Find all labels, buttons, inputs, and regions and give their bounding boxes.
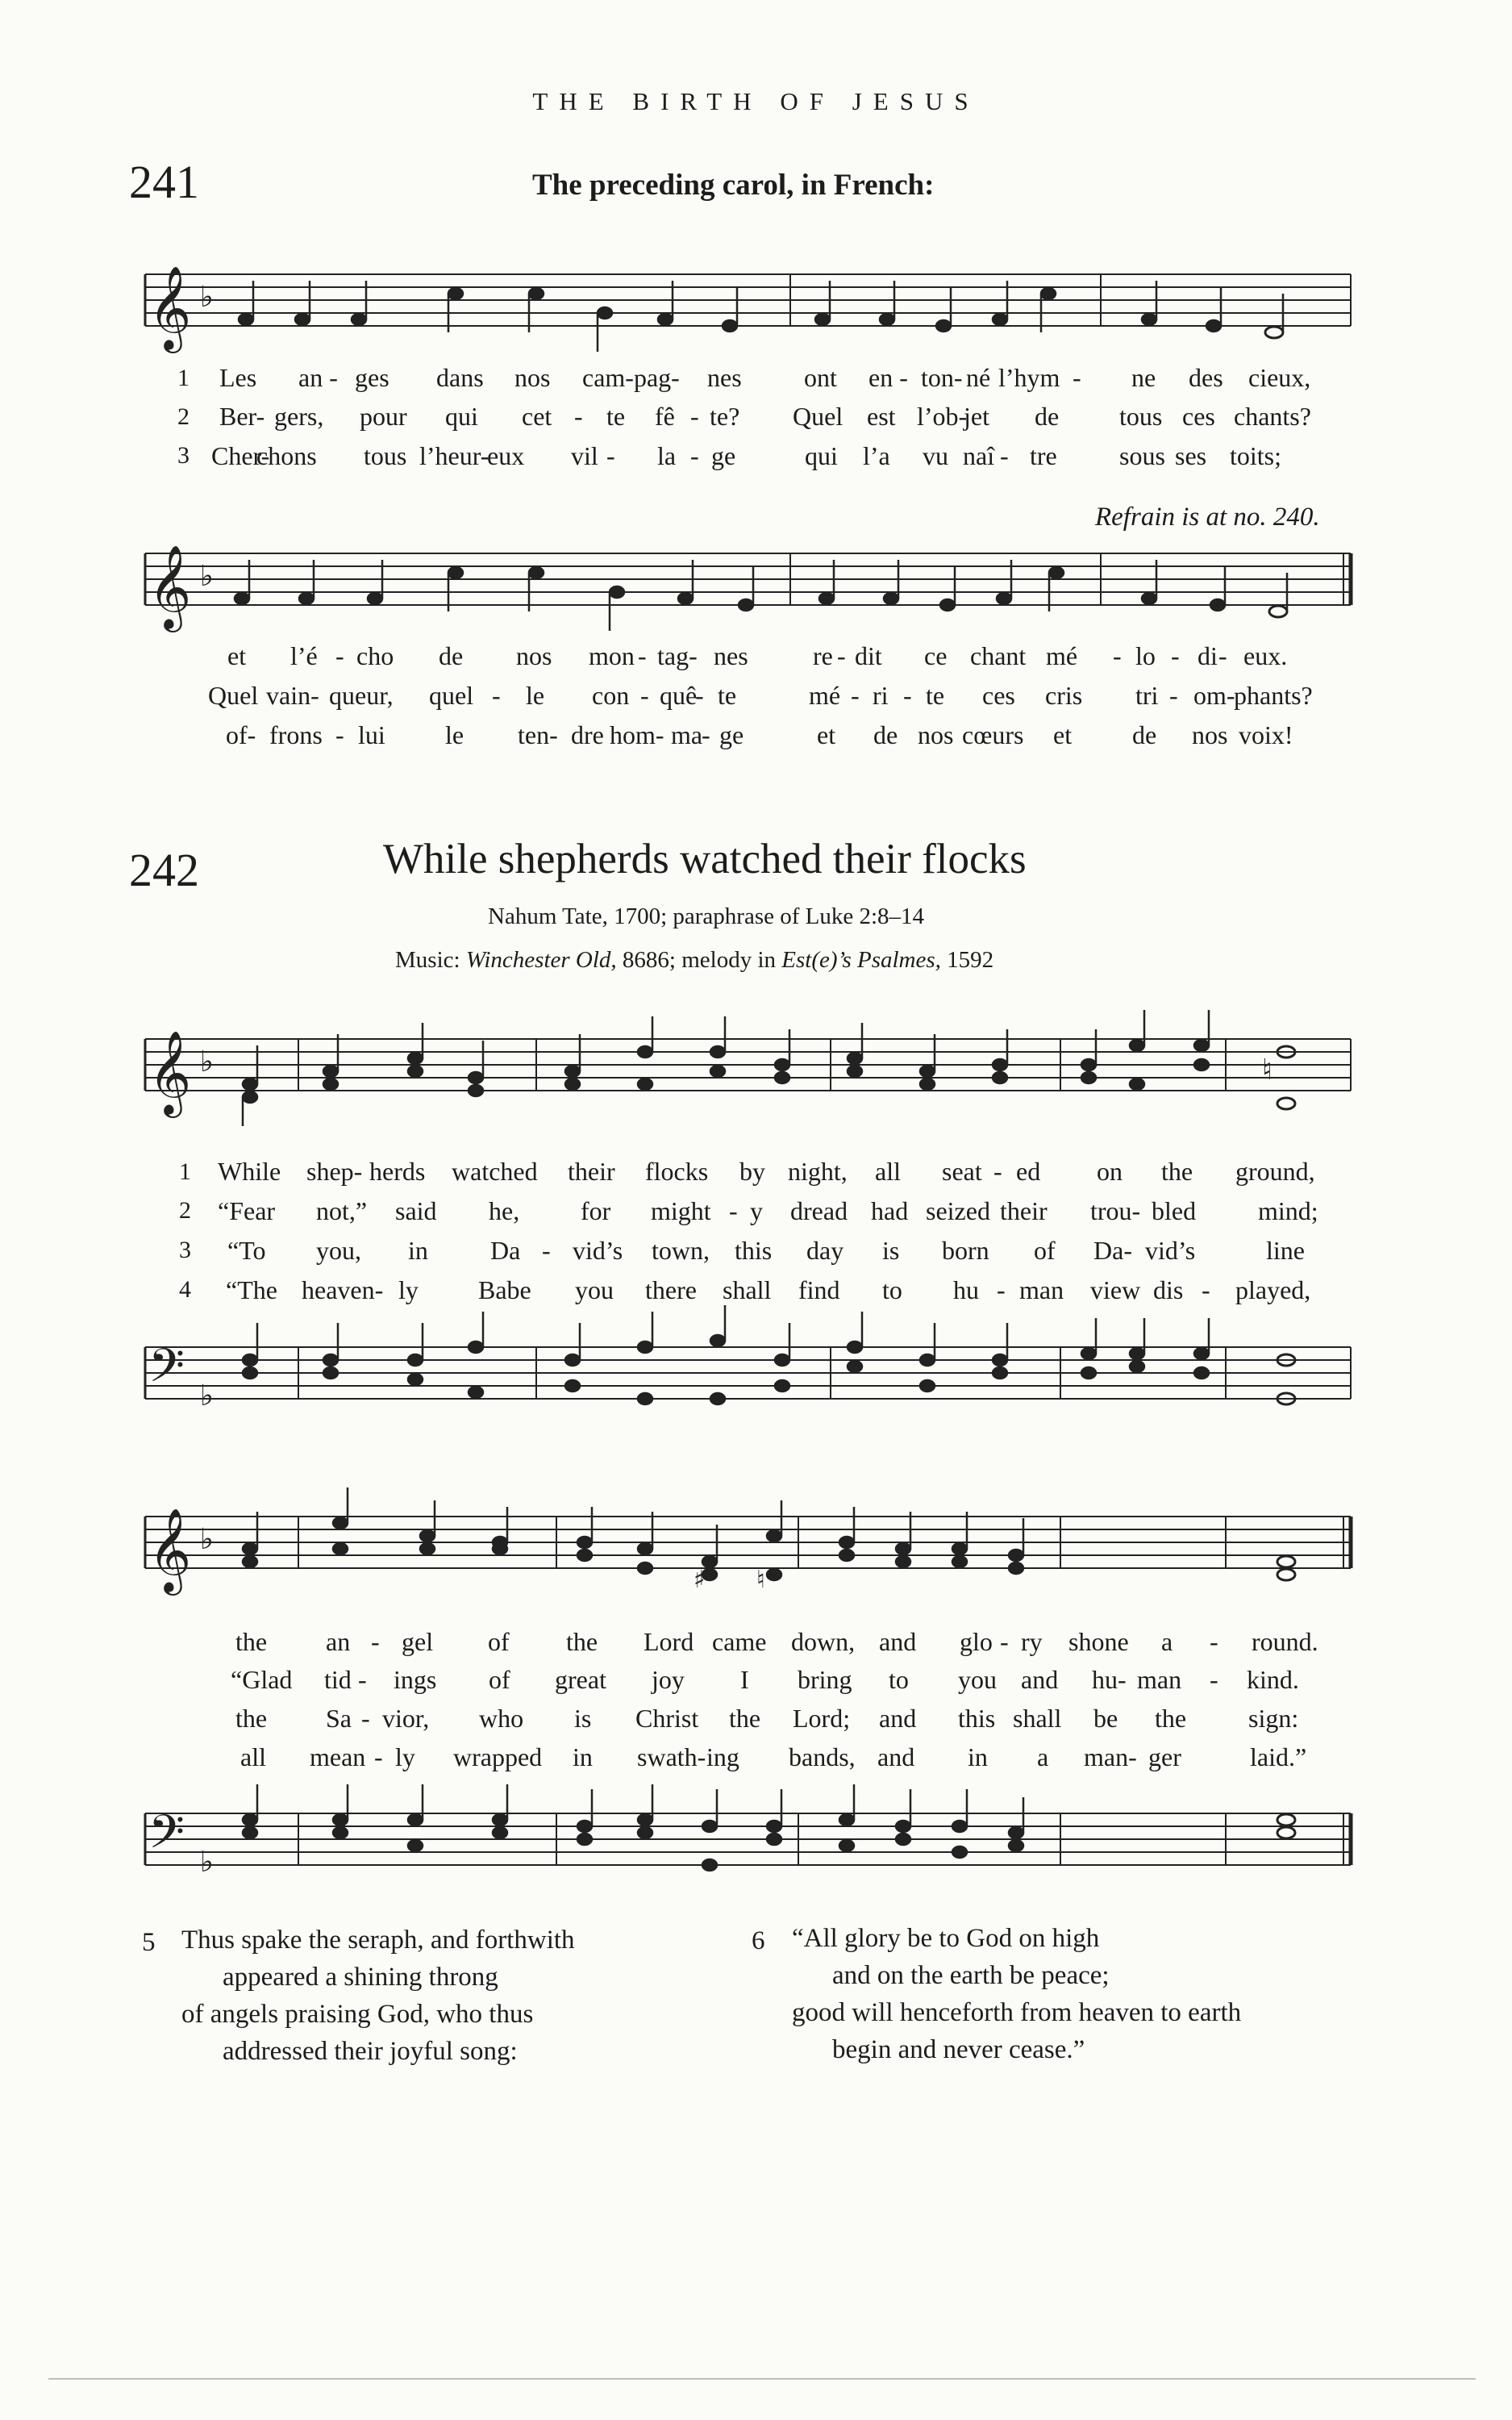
lyric-syllable: - <box>690 402 699 431</box>
lyric-syllable: vil <box>571 441 598 470</box>
lyric-syllable: flocks <box>645 1157 709 1186</box>
lyric-syllable: - <box>361 1704 370 1733</box>
lyric-syllable: eux <box>487 441 525 470</box>
lyric-syllable: le <box>445 720 464 749</box>
lyric-syllable: lo <box>1135 641 1156 670</box>
lyric-syllable: la <box>657 441 677 470</box>
lyric-syllable: ne <box>1131 363 1156 392</box>
lyric-syllable: I <box>740 1665 749 1694</box>
lyric-syllable: had <box>871 1196 909 1225</box>
lyric-syllable: et <box>817 720 836 749</box>
lyric-syllable: te <box>606 402 626 431</box>
lyric-syllable: mon <box>589 641 635 670</box>
lyric-syllable: an - <box>298 363 338 392</box>
lyric-syllable: hu- <box>1092 1665 1127 1694</box>
staff-241-line1 <box>129 258 1355 371</box>
lyric-syllable: ten- <box>518 720 558 749</box>
lyric-syllable: - <box>542 1236 551 1265</box>
lyric-syllable: - <box>1210 1665 1218 1694</box>
verse-number: 3 <box>177 442 190 469</box>
verse-line: appeared a shining throng <box>223 1963 498 1992</box>
lyric-syllable: town, <box>652 1236 710 1265</box>
lyric-syllable: on <box>1097 1157 1123 1186</box>
verse-number: 5 <box>142 1928 156 1957</box>
lyric-syllable: sign: <box>1248 1704 1299 1733</box>
lyric-syllable: and <box>879 1627 917 1656</box>
lyric-syllable: cet <box>522 402 552 431</box>
tune-name: Winchester Old, <box>465 947 617 973</box>
lyric-syllable: frons <box>269 720 323 749</box>
lyric-syllable: night, <box>788 1157 848 1186</box>
lyric-syllable: eux. <box>1243 641 1288 670</box>
lyric-syllable: ger <box>1148 1742 1181 1771</box>
verse-line: “All glory be to God on high <box>792 1924 1100 1953</box>
staff-241-line2 <box>129 537 1355 650</box>
lyric-syllable: et <box>1053 720 1073 749</box>
lyric-syllable: he, <box>489 1196 520 1225</box>
lyric-syllable: there <box>645 1275 697 1304</box>
verse-line: addressed their joyful song: <box>223 2037 518 2066</box>
lyric-syllable: “Fear <box>218 1196 276 1225</box>
lyric-syllable: seat <box>942 1157 982 1186</box>
svg-text:♭: ♭ <box>200 1523 214 1556</box>
lyric-syllable: heaven- <box>302 1275 384 1304</box>
lyric-syllable: ly <box>398 1275 419 1304</box>
lyric-syllable: Les <box>219 363 257 392</box>
lyric-syllable: dread <box>790 1196 848 1225</box>
lyric-syllable: l’a <box>863 441 890 470</box>
lyric-syllable: qui <box>805 441 838 470</box>
lyric-syllable: of <box>488 1627 510 1656</box>
lyric-syllable: dans <box>436 363 484 392</box>
lyric-syllable: - <box>1000 1627 1009 1656</box>
lyric-syllable: dis <box>1153 1275 1184 1304</box>
lyric-syllable: might <box>651 1196 711 1225</box>
lyric-syllable: all <box>240 1742 266 1771</box>
meter: 8686; melody in <box>622 947 777 973</box>
lyric-syllable: came <box>712 1627 767 1656</box>
lyric-syllable: - <box>1000 441 1009 470</box>
lyric-syllable: l’hym <box>998 363 1060 392</box>
lyric-syllable: ings <box>394 1665 437 1694</box>
lyric-syllable: of- <box>226 720 256 749</box>
lyric-syllable: di <box>1198 641 1218 670</box>
lyric-syllable: mé <box>1046 641 1078 670</box>
lyric-syllable: de <box>1132 720 1157 749</box>
lyric-syllable: quel <box>429 681 474 710</box>
lyric-syllable: - <box>606 441 615 470</box>
lyric-syllable: who <box>479 1704 524 1733</box>
lyric-syllable: te? <box>710 402 740 431</box>
lyric-syllable: Lord <box>644 1627 694 1656</box>
lyric-syllable: chants? <box>1234 402 1311 431</box>
lyric-syllable: in <box>968 1742 988 1771</box>
lyric-syllable: - <box>1113 641 1122 670</box>
verse-number: 1 <box>179 1158 191 1185</box>
lyric-syllable: man- <box>1084 1742 1137 1771</box>
lyric-syllable: shone <box>1068 1627 1129 1656</box>
lyric-syllable: Sa <box>326 1704 352 1733</box>
lyric-syllable: in <box>408 1236 428 1265</box>
lyric-syllable: te <box>926 681 945 710</box>
lyric-syllable: Da- <box>1093 1236 1132 1265</box>
verse-line: good will henceforth from heaven to earth <box>792 1998 1242 2027</box>
lyric-syllable: swath- <box>637 1742 706 1771</box>
lyric-syllable: joy <box>652 1665 685 1694</box>
lyric-syllable: nes <box>707 363 742 392</box>
lyric-syllable: find <box>798 1275 840 1304</box>
lyric-syllable: nos <box>1192 720 1228 749</box>
lyric-syllable: - <box>993 1157 1002 1186</box>
lyric-syllable: of <box>1034 1236 1056 1265</box>
staff-242-line2-bass <box>129 1797 1355 1910</box>
lyric-syllable: seized <box>926 1196 990 1225</box>
lyric-syllable: bands, <box>789 1742 856 1771</box>
lyric-syllable: tid <box>324 1665 352 1694</box>
lyric-syllable: down, <box>791 1627 856 1656</box>
lyric-syllable: line <box>1266 1236 1305 1265</box>
source-year: 1592 <box>947 947 994 973</box>
svg-text:𝄞: 𝄞 <box>148 1030 192 1115</box>
lyric-syllable: fê <box>655 402 675 431</box>
lyric-syllable: ges <box>355 363 389 392</box>
lyric-syllable: Quel <box>208 681 259 710</box>
staff-242-line2-treble <box>129 1500 1355 1613</box>
lyric-syllable: quê <box>660 681 698 710</box>
lyric-syllable: ge <box>711 441 736 470</box>
lyric-syllable: - <box>997 1275 1006 1304</box>
lyric-syllable: - <box>1218 641 1227 670</box>
lyric-syllable: - <box>690 441 699 470</box>
lyric-syllable: ma <box>671 720 703 749</box>
text-credit: Nahum Tate, 1700; paraphrase of Luke 2:8–14 <box>488 903 925 929</box>
lyric-syllable: jet <box>964 402 989 431</box>
lyric-syllable: to <box>882 1275 902 1304</box>
lyric-syllable: to <box>889 1665 909 1694</box>
lyric-syllable: said <box>395 1196 437 1225</box>
lyric-syllable: ry <box>1021 1627 1043 1656</box>
lyric-syllable: ce <box>924 641 948 670</box>
lyric-syllable: l’é <box>290 641 318 670</box>
lyric-syllable: shall <box>1013 1704 1062 1733</box>
lyric-syllable: - <box>574 402 583 431</box>
hymn-number-241: 241 <box>129 156 199 208</box>
lyric-syllable: - <box>638 641 647 670</box>
verse-number: 3 <box>179 1237 191 1263</box>
lyric-syllable: cris <box>1045 681 1083 710</box>
lyric-syllable: - <box>1073 363 1081 392</box>
hymn-title: While shepherds watched their flocks <box>383 836 1027 882</box>
svg-text:♭: ♭ <box>200 560 214 593</box>
svg-text:♭: ♭ <box>200 281 214 314</box>
lyric-syllable: ly <box>395 1742 415 1771</box>
lyric-syllable: you <box>575 1275 614 1304</box>
lyric-syllable: While <box>218 1157 281 1186</box>
svg-text:𝄢: 𝄢 <box>148 1805 185 1871</box>
lyric-syllable: Cher- <box>211 441 270 470</box>
lyric-syllable: mean <box>310 1742 366 1771</box>
lyric-syllable: tous <box>364 441 407 470</box>
lyric-syllable: shep- <box>306 1157 363 1186</box>
lyric-syllable: “The <box>226 1275 277 1304</box>
lyric-syllable: wrapped <box>453 1742 543 1771</box>
lyric-syllable: en - <box>868 363 908 392</box>
lyric-syllable: - <box>640 681 649 710</box>
lyric-syllable: né <box>966 363 991 392</box>
lyric-syllable: ing <box>706 1742 739 1771</box>
lyric-syllable: ri <box>873 681 889 710</box>
lyric-syllable: all <box>875 1157 901 1186</box>
lyric-syllable: cœurs <box>962 720 1024 749</box>
lyric-syllable: mé <box>809 681 841 710</box>
lyric-syllable: in <box>573 1742 593 1771</box>
lyric-syllable: glo <box>960 1627 993 1656</box>
lyric-syllable: chons <box>256 441 317 470</box>
lyric-syllable: the <box>729 1704 761 1733</box>
lyric-syllable: view <box>1090 1275 1141 1304</box>
lyric-syllable: voix! <box>1239 720 1293 749</box>
lyric-syllable: nos <box>516 641 552 670</box>
svg-text:♯: ♯ <box>694 1566 706 1594</box>
lyric-syllable: mind; <box>1258 1196 1318 1225</box>
lyric-syllable: - <box>1169 681 1178 710</box>
lyric-syllable: by <box>739 1157 765 1186</box>
lyric-syllable: “To <box>227 1236 266 1265</box>
lyric-syllable: phants? <box>1234 681 1313 710</box>
lyric-syllable: man <box>1019 1275 1064 1304</box>
staff-242-line1-treble <box>129 1023 1355 1136</box>
lyric-syllable: shall <box>723 1275 772 1304</box>
lyric-syllable: - <box>1202 1275 1210 1304</box>
lyric-syllable: the <box>235 1627 268 1656</box>
verse-number: 4 <box>179 1276 191 1303</box>
lyric-syllable: the <box>1155 1704 1187 1733</box>
lyric-syllable: the <box>1161 1157 1193 1186</box>
lyric-syllable: trou- <box>1090 1196 1141 1225</box>
lyric-syllable: ground, <box>1235 1157 1315 1186</box>
lyric-syllable: con <box>592 681 630 710</box>
lyric-syllable: de <box>439 641 464 670</box>
lyric-syllable: Lord; <box>793 1704 851 1733</box>
lyric-syllable: - <box>851 681 860 710</box>
lyric-syllable: ont <box>804 363 837 392</box>
lyric-syllable: ses <box>1175 441 1207 470</box>
lyric-syllable: tous <box>1119 402 1163 431</box>
lyric-syllable: Ber- <box>219 402 265 431</box>
lyric-syllable: man <box>1137 1665 1182 1694</box>
hymn-number-242: 242 <box>129 844 199 896</box>
lyric-syllable: you, <box>316 1236 361 1265</box>
lyric-syllable: lui <box>358 720 385 749</box>
lyric-syllable: nes <box>714 641 748 670</box>
lyric-syllable: y <box>750 1196 763 1225</box>
lyric-syllable: Christ <box>635 1704 699 1733</box>
verse-line: and on the earth be peace; <box>832 1961 1110 1990</box>
svg-text:♭: ♭ <box>200 1846 214 1879</box>
refrain-note: Refrain is at no. 240. <box>1095 503 1320 532</box>
lyric-syllable: des <box>1189 363 1223 392</box>
lyric-syllable: ces <box>982 681 1015 710</box>
lyric-syllable: played, <box>1235 1275 1311 1304</box>
lyric-syllable: Babe <box>478 1275 531 1304</box>
lyric-syllable: dit <box>855 641 882 670</box>
verse-number: 1 <box>177 365 190 391</box>
verse-number: 2 <box>177 403 190 430</box>
lyric-syllable: and <box>879 1704 917 1733</box>
svg-text:♭: ♭ <box>200 1045 214 1079</box>
lyric-syllable: dre <box>571 720 604 749</box>
lyric-syllable: cam-pag- <box>582 363 680 392</box>
verse-number: 6 <box>752 1926 765 1955</box>
page-bottom-rule <box>48 2378 1476 2380</box>
svg-text:𝄢: 𝄢 <box>148 1338 185 1404</box>
svg-text:𝄞: 𝄞 <box>148 544 192 629</box>
lyric-syllable: not,” <box>316 1196 368 1225</box>
lyric-syllable: de <box>1035 402 1060 431</box>
lyric-syllable: round. <box>1252 1627 1318 1656</box>
lyric-syllable: bring <box>798 1665 852 1694</box>
lyric-syllable: ton- <box>921 363 963 392</box>
lyric-syllable: ed <box>1016 1157 1041 1186</box>
lyric-syllable: Da <box>490 1236 521 1265</box>
lyric-syllable: “Glad <box>231 1665 293 1694</box>
lyric-syllable: hu <box>953 1275 979 1304</box>
lyric-syllable: is <box>882 1236 900 1265</box>
lyric-syllable: - <box>695 681 704 710</box>
lyric-syllable: tre <box>1030 441 1057 470</box>
lyric-syllable: cieux, <box>1248 363 1311 392</box>
lyric-syllable: the <box>566 1627 598 1656</box>
lyric-syllable: the <box>235 1704 268 1733</box>
source-title: Est(e)’s Psalmes, <box>781 947 941 973</box>
svg-text:♮: ♮ <box>756 1566 765 1594</box>
lyric-syllable: vid’s <box>573 1236 623 1265</box>
svg-text:♭: ♭ <box>200 1379 214 1412</box>
svg-text:♮: ♮ <box>1262 1054 1272 1087</box>
lyric-syllable: nos <box>918 720 954 749</box>
lyric-syllable: an <box>326 1627 351 1656</box>
lyric-syllable: vid’s <box>1145 1236 1196 1265</box>
lyric-syllable: ces <box>1182 402 1215 431</box>
lyric-syllable: day <box>806 1236 844 1265</box>
lyric-syllable: le <box>526 681 545 710</box>
lyric-syllable: laid.” <box>1250 1742 1307 1771</box>
lyric-syllable: hom- <box>610 720 664 749</box>
lyric-syllable: queur, <box>329 681 394 710</box>
lyric-syllable: this <box>958 1704 996 1733</box>
lyric-syllable: - <box>492 681 501 710</box>
lyric-syllable: tag- <box>657 641 698 670</box>
lyric-syllable: Quel <box>793 402 843 431</box>
lyric-syllable: - <box>837 641 846 670</box>
lyric-syllable: vain- <box>266 681 319 710</box>
lyric-syllable: their <box>1000 1196 1048 1225</box>
lyric-syllable: sous <box>1119 441 1165 470</box>
lyric-syllable: their <box>568 1157 615 1186</box>
lyric-syllable: cho <box>356 641 394 670</box>
lyric-syllable: - <box>729 1196 738 1225</box>
lyric-syllable: ge <box>719 720 744 749</box>
lyric-syllable: and <box>877 1742 915 1771</box>
lyric-syllable: this <box>735 1236 773 1265</box>
lyric-syllable: a <box>1161 1627 1173 1656</box>
lyric-syllable: est <box>867 402 896 431</box>
lyric-syllable: - <box>1171 641 1180 670</box>
lyric-syllable: be <box>1093 1704 1118 1733</box>
lyric-syllable: - <box>335 641 344 670</box>
lyric-syllable: - <box>335 720 344 749</box>
running-header: THE BIRTH OF JESUS <box>532 87 980 115</box>
lyric-syllable: qui <box>445 402 478 431</box>
lyric-syllable: - <box>903 681 912 710</box>
lyric-syllable: et <box>227 641 247 670</box>
lyric-syllable: - <box>702 720 710 749</box>
verse-number: 2 <box>179 1197 191 1224</box>
lyric-syllable: nos <box>514 363 551 392</box>
lyric-syllable: - <box>1210 1627 1218 1656</box>
hymn-241-subtitle: The preceding carol, in French: <box>532 169 935 202</box>
staff-242-line1-bass <box>129 1331 1355 1444</box>
lyric-syllable: vu <box>923 441 948 470</box>
lyric-syllable: herds <box>369 1157 426 1186</box>
lyric-syllable: of <box>489 1665 510 1694</box>
lyric-syllable: a <box>1037 1742 1049 1771</box>
lyric-syllable: naî <box>963 441 995 470</box>
lyric-syllable: for <box>581 1196 611 1225</box>
lyric-syllable: - <box>374 1742 383 1771</box>
lyric-syllable: you <box>958 1665 997 1694</box>
lyric-syllable: l’heur- <box>419 441 489 470</box>
lyric-syllable: de <box>873 720 898 749</box>
music-label: Music: <box>395 947 460 973</box>
lyric-syllable: tri <box>1135 681 1159 710</box>
lyric-syllable: om- <box>1193 681 1235 710</box>
lyric-syllable: and <box>1021 1665 1059 1694</box>
lyric-syllable: - <box>371 1627 380 1656</box>
lyric-syllable: toits; <box>1230 441 1282 470</box>
verse-line: begin and never cease.” <box>832 2035 1085 2064</box>
lyric-syllable: great <box>555 1665 606 1694</box>
verse-line: Thus spake the seraph, and forthwith <box>181 1926 575 1955</box>
verse-line: of angels praising God, who thus <box>181 2000 534 2029</box>
lyric-syllable: pour <box>360 402 407 431</box>
lyric-syllable: re <box>813 641 833 670</box>
lyric-syllable: te <box>718 681 737 710</box>
music-credit <box>395 947 993 974</box>
lyric-syllable: gel <box>402 1627 434 1656</box>
lyric-syllable: vior, <box>382 1704 430 1733</box>
lyric-syllable: is <box>574 1704 592 1733</box>
lyric-syllable: l’ob- <box>917 402 968 431</box>
lyric-syllable: watched <box>452 1157 538 1186</box>
lyric-syllable: born <box>942 1236 989 1265</box>
lyric-syllable: kind. <box>1247 1665 1299 1694</box>
lyric-syllable: - <box>358 1665 367 1694</box>
lyric-syllable: chant <box>970 641 1027 670</box>
lyric-syllable: bled <box>1152 1196 1197 1225</box>
svg-text:𝄞: 𝄞 <box>148 1508 192 1592</box>
svg-text:𝄞: 𝄞 <box>148 265 192 350</box>
lyric-syllable: gers, <box>274 402 324 431</box>
